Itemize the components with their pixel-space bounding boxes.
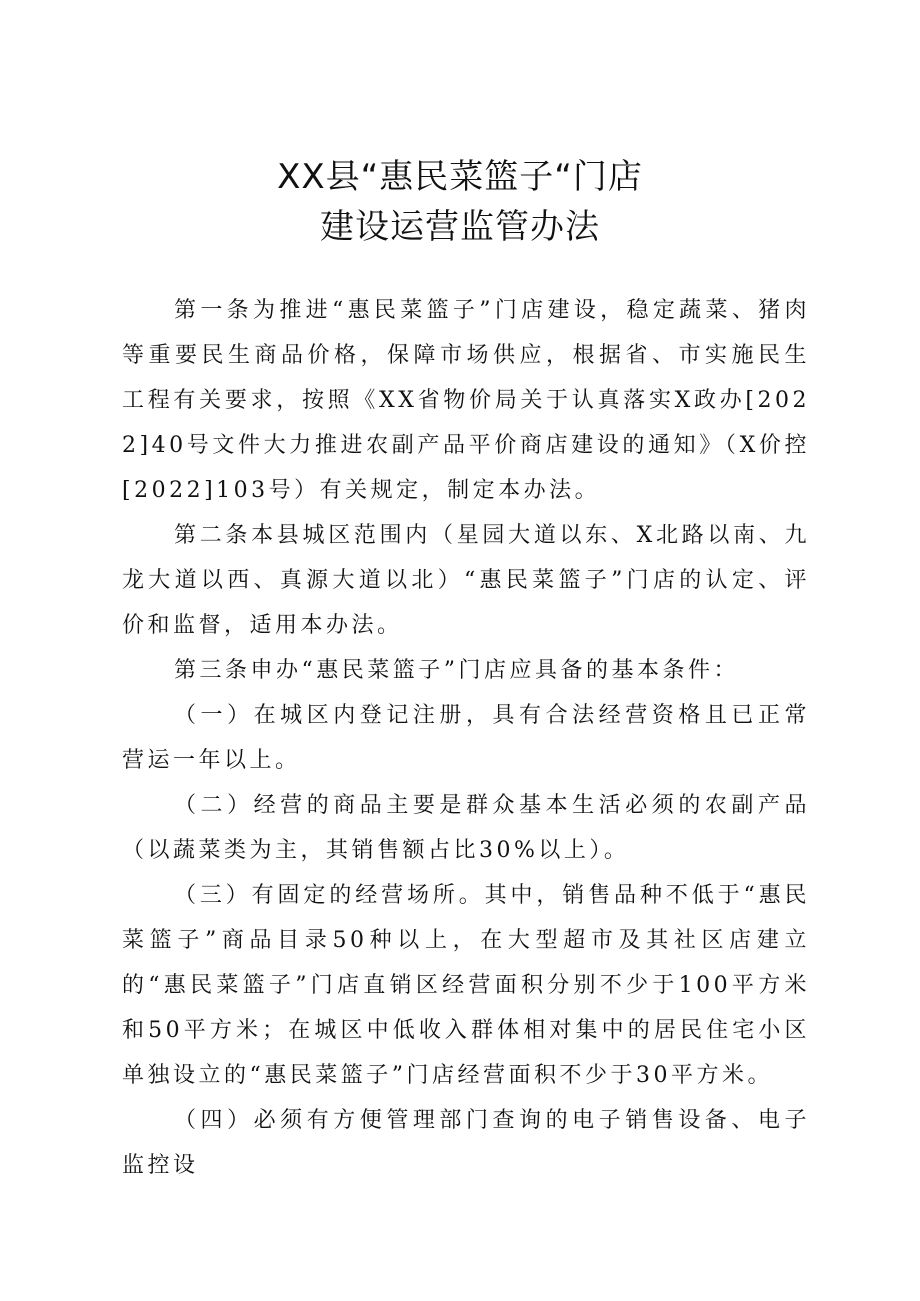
title-line-1: XX县“惠民菜篮子“门店 xyxy=(277,157,643,197)
title-line-2: 建设运营监管办法 xyxy=(320,207,600,247)
article-2-paragraph: 第二条本县城区范围内（星园大道以东、X北路以南、九龙大道以西、真源大道以北）“惠民菜篮子”门店的认定、评价和监督，适用本办法。 xyxy=(122,523,810,638)
article-3-paragraph: 第三条申办“惠民菜篮子”门店应具备的基本条件： xyxy=(174,658,739,683)
document-body xyxy=(122,288,810,1188)
article-1-paragraph: 第一条为推进“惠民菜篮子”门店建设，稳定蔬菜、猪肉等重要民生商品价格，保障市场供应，根据省、市实施民生工程有关要求，按照《XX省物价局关于认真落实X政办[2022]40号文件大力推进农副产品平价商店建设的通知》（X价控[2022]103号）有关规定，制定本办法。 xyxy=(122,298,810,503)
condition-3-paragraph: （三）有固定的经营场所。其中，销售品种不低于“惠民菜篮子”商品目录50种以上，在大型超市及其社区店建立的“惠民菜篮子”门店直销区经营面积分别不少于100平方米和50平方米；在城区中低收入群体相对集中的居民住宅小区单独设立的“惠民菜篮子”门店经营面积不少于30平方米。 xyxy=(122,883,810,1088)
document-title xyxy=(0,152,920,252)
condition-1-paragraph: （一）在城区内登记注册，具有合法经营资格且已正常营运一年以上。 xyxy=(122,703,810,773)
condition-2-paragraph: （二）经营的商品主要是群众基本生活必须的农副产品（以蔬菜类为主，其销售额占比30%以上）。 xyxy=(122,793,810,863)
condition-4-paragraph: （四）必须有方便管理部门查询的电子销售设备、电子监控设 xyxy=(122,1108,810,1178)
